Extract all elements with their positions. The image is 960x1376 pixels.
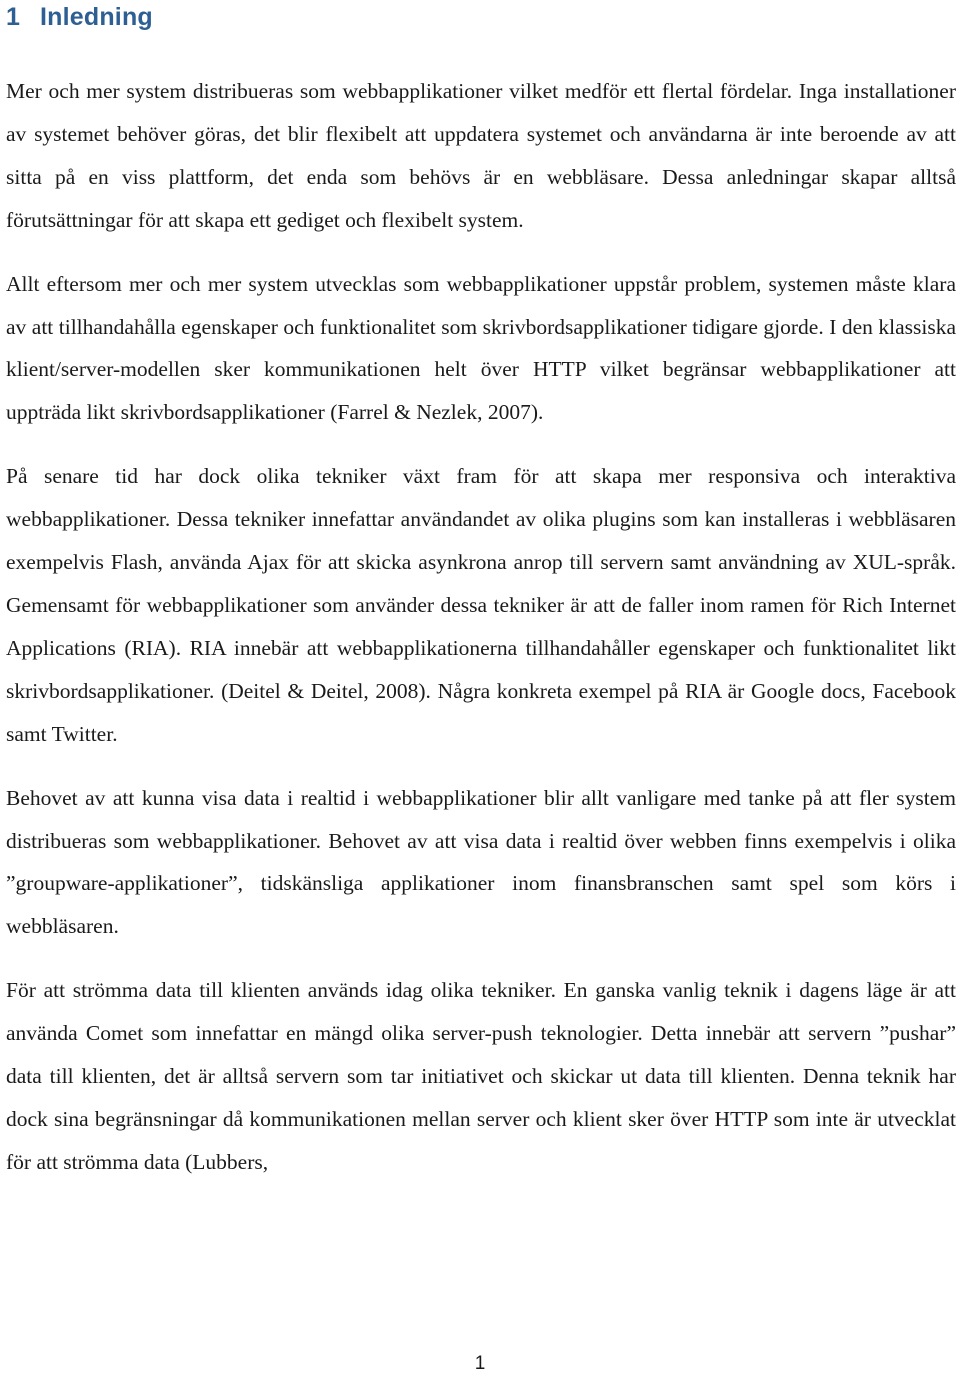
paragraph-3: På senare tid har dock olika tekniker växt fram för att skapa mer responsiva och interaktiva webbapplikationer. Dessa tekniker innefattar användandet av olika plugins som kan installeras i webbläsaren exempelvis Flash, använda Ajax för att skicka asynkrona anrop till servern samt användning av XUL-språk. Gemensamt för webbapplikationer som använder dessa tekniker är att de faller inom ramen för Rich Internet Applications (RIA). RIA innebär att webbapplikationerna tillhandahåller egenskaper och funktionalitet likt skrivbordsapplikationer. (Deitel & Deitel, 2008). Några konkreta exempel på RIA är Google docs, Facebook samt Twitter.: [6, 464, 956, 746]
paragraph-4: Behovet av att kunna visa data i realtid i webbapplikationer blir allt vanligare med tanke på att fler system distribueras som webbapplikationer. Behovet av att visa data i realtid över webben finns exempelvis i olika ”groupware-applikationer”, tidskänsliga applikationer inom finansbranschen samt spel som körs i webbläsaren.: [6, 785, 956, 939]
chapter-title: Inledning: [40, 3, 153, 31]
paragraph-5: För att strömma data till klienten används idag olika tekniker. En ganska vanlig teknik i dagens läge är att använda Comet som innefattar en mängd olika server-push teknologier. Detta innebär att servern ”pushar” data till klienten, det är alltså servern som tar initiativet och skickar ut data till klienten. Denna teknik har dock sina begränsningar då kommunikationen mellan server och klient sker över HTTP som inte är utvecklat för att strömma data (Lubbers,: [6, 978, 956, 1174]
paragraph-1: Mer och mer system distribueras som webbapplikationer vilket medför ett flertal fördelar. Inga installationer av systemet behöver göras, det blir flexibelt att uppdatera systemet och användarna är inte beroende av att sitta på en viss plattform, det enda som behövs är en webbläsare. Dessa anledningar skapar alltså förutsättningar för att skapa ett gediget och flexibelt system.: [6, 79, 956, 232]
chapter-heading: [6, 0, 153, 34]
page-number: 1: [474, 1353, 486, 1374]
chapter-number: 1: [6, 3, 21, 31]
body-text: [6, 70, 956, 1205]
paragraph-2: Allt eftersom mer och mer system utvecklas som webbapplikationer uppstår problem, systemen måste klara av att tillhandahålla egenskaper och funktionalitet som skrivbordsapplikationer tidigare gjorde. I den klassiska klient/server-modellen sker kommunikationen helt över HTTP vilket begränsar webbapplikationer att uppträda likt skrivbordsapplikationer (Farrel & Nezlek, 2007).: [6, 271, 956, 425]
